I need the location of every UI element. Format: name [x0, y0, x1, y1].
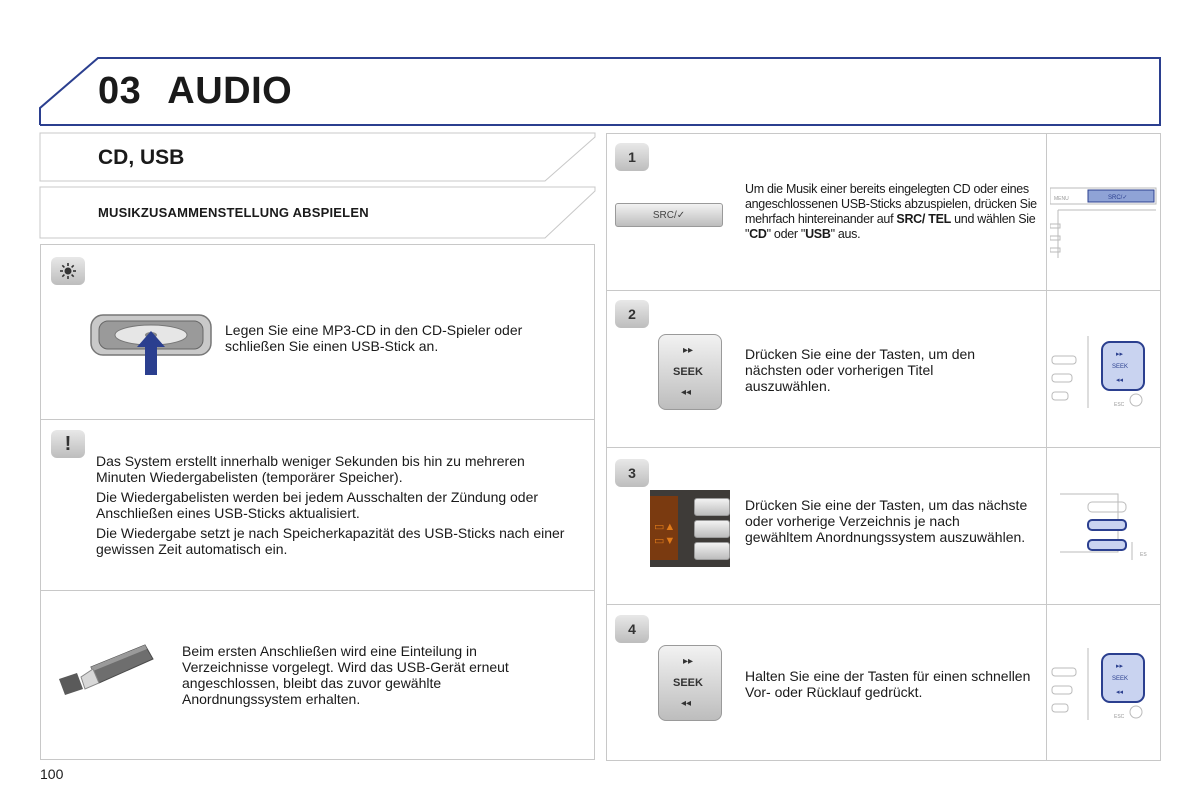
seek-label: SEEK — [673, 677, 703, 689]
step-2-text: Drücken Sie eine der Tasten, um den nächsten oder vorherigen Titel auszuwählen. — [745, 346, 976, 394]
step-divider — [606, 604, 1161, 605]
step-4-text: Halten Sie eine der Tasten für einen schnellen Vor- oder Rücklauf gedrückt. — [745, 668, 1031, 700]
folder-buttons-photo — [650, 490, 730, 567]
usb-note-text: Beim ersten Anschließen wird eine Einteilung in Verzeichnisse vorgelegt. Wird das USB-Gerät erneut angeschlossen, bleibt das zuvor gewählte Anordnungssystem erhalten. — [182, 643, 509, 707]
tip-badge — [51, 257, 85, 285]
diagram-label-src: SRC/✓ — [1108, 195, 1128, 201]
folder-down-icon: ▭▼ — [654, 535, 676, 547]
step-divider — [606, 447, 1161, 448]
tip-text: Legen Sie eine MP3-CD in den CD-Spieler oder schließen Sie einen USB-Stick an. — [225, 322, 523, 354]
warning-paragraph: Das System erstellt innerhalb weniger Sekunden bis hin zu mehreren Minuten Wiedergabelisten (temporärer Speicher). — [96, 453, 525, 485]
diagram-label-esc: ESC — [1114, 714, 1125, 720]
usb-stick-icon — [55, 639, 155, 703]
warning-text — [96, 453, 576, 561]
chapter-name: AUDIO — [167, 70, 293, 112]
diagram-label-es: ES — [1140, 552, 1147, 558]
step-3-text: Drücken Sie eine der Tasten, um das nächste oder vorherige Verzeichnis je nach gewähltem Anordnungssystem auszuwählen. — [745, 497, 1028, 545]
diagram-label-seek: SEEK — [1112, 364, 1129, 370]
warning-box — [40, 419, 595, 591]
chapter-number: 03 — [98, 70, 142, 112]
rewind-icon: ◂◂ — [681, 698, 692, 709]
seek-label: SEEK — [673, 366, 703, 378]
svg-text:▸▸: ▸▸ — [1116, 663, 1124, 670]
fast-forward-icon: ▸▸ — [683, 345, 694, 356]
usb-note-box — [40, 590, 595, 760]
sun-icon — [59, 262, 77, 280]
fast-forward-icon: ▸▸ — [683, 656, 694, 667]
step-2-badge: 2 — [615, 300, 649, 328]
svg-text:◂◂: ◂◂ — [1116, 377, 1124, 384]
step-1-diagram — [1050, 180, 1158, 260]
svg-text:◂◂: ◂◂ — [1116, 689, 1124, 696]
cd-player-icon — [89, 313, 213, 377]
step-4-badge: 4 — [615, 615, 649, 643]
tip-box — [40, 244, 595, 420]
diagram-label-menu: MENU — [1054, 196, 1069, 202]
warning-paragraph: Die Wiedergabelisten werden bei jedem Ausschalten der Zündung oder Anschließen eines USB-Sticks aktualisiert. — [96, 489, 539, 521]
src-button: SRC/✓ — [615, 203, 723, 227]
folder-button — [694, 520, 730, 538]
folder-button — [694, 542, 730, 560]
svg-text:▸▸: ▸▸ — [1116, 351, 1124, 358]
rewind-icon: ◂◂ — [681, 387, 692, 398]
diagram-label-esc: ESC — [1114, 402, 1125, 408]
page-number: 100 — [40, 766, 64, 782]
step-3-diagram — [1050, 490, 1158, 570]
folder-button — [694, 498, 730, 516]
step-2-diagram — [1050, 330, 1158, 420]
diagram-label-seek: SEEK — [1112, 676, 1129, 682]
step-3-badge: 3 — [615, 459, 649, 487]
step-4-diagram — [1050, 642, 1158, 732]
step-1-badge: 1 — [615, 143, 649, 171]
seek-button — [658, 645, 722, 721]
step-1-text: Um die Musik einer bereits eingelegten CD oder eines angeschlossenen USB-Sticks abzuspielen, drücken Sie mehrfach hintereinander auf SRC/ TEL und wählen Sie "CD" oder "USB" aus. — [745, 182, 1037, 241]
warning-paragraph: Die Wiedergabe setzt je nach Speicherkapazität des USB-Sticks nach einer gewissen Zeit automatisch ein. — [96, 525, 565, 557]
folder-up-icon: ▭▲ — [654, 521, 676, 533]
seek-button — [658, 334, 722, 410]
warning-badge: ! — [51, 430, 85, 458]
section-subtitle: MUSIKZUSAMMENSTELLUNG ABSPIELEN — [98, 205, 369, 220]
step-divider — [606, 290, 1161, 291]
section-title: CD, USB — [98, 146, 185, 169]
